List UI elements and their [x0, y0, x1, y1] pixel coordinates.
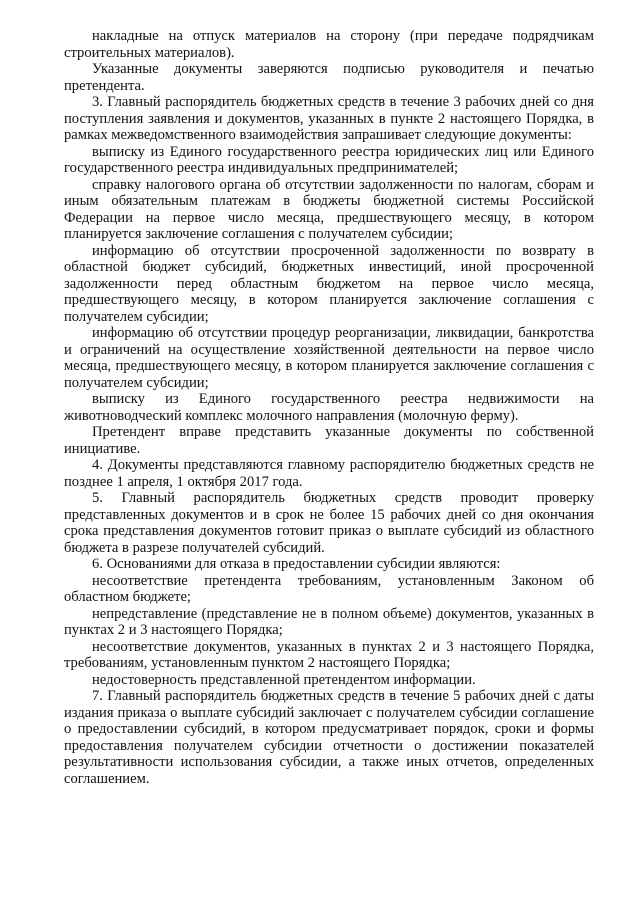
paragraph-refusal-requirements: несоответствие претендента требованиям, установленным Законом об областном бюджете; [64, 572, 594, 605]
paragraph-item-7: 7. Главный распорядитель бюджетных средств в течение 5 рабочих дней с даты издания приказа о выплате субсидий заключает с получателем субсидии соглашение о предоставлении субсидий, в котором предусматривает порядок, сроки и формы предоставления получателем субсидии отчетности о достижении показателей результативности использования субсидии, а также иных отчетов, определенных соглашением. [64, 688, 594, 787]
paragraph-own-initiative: Претендент вправе представить указанные документы по собственной инициативе. [64, 424, 594, 457]
paragraph-refusal-nonsubmission: непредставление (представление не в полном объеме) документов, указанных в пунктах 2 и 3 настоящего Порядка; [64, 605, 594, 638]
paragraph-item-3: 3. Главный распорядитель бюджетных средств в течение 3 рабочих дней со дня поступления заявления и документов, указанных в пункте 2 настоящего Порядка, в рамках межведомственного взаимодействия запрашивает следующие документы: [64, 94, 594, 143]
paragraph-real-estate-extract: выписку из Единого государственного реестра недвижимости на животноводческий комплекс молочного направления (молочную ферму). [64, 391, 594, 424]
paragraph-refusal-noncompliance: несоответствие документов, указанных в пунктах 2 и 3 настоящего Порядка, требованиям, установленным пунктом 2 настоящего Порядка; [64, 638, 594, 671]
paragraph-invoices: накладные на отпуск материалов на сторону (при передаче подрядчикам строительных материалов). [64, 28, 594, 61]
paragraph-legal-entities-extract: выписку из Единого государственного реестра юридических лиц или Единого государственного реестра индивидуальных предпринимателей; [64, 143, 594, 176]
paragraph-item-6: 6. Основаниями для отказа в предоставлении субсидии являются: [92, 556, 501, 572]
paragraph-certification: Указанные документы заверяются подписью руководителя и печатью претендента. [64, 61, 594, 94]
paragraph-reorganization-info: информацию об отсутствии процедур реорганизации, ликвидации, банкротства и ограничений на осуществление хозяйственной деятельности на первое число месяца, предшествующего месяцу, в котором планируется заключение соглашения с получателем субсидии; [64, 325, 594, 391]
paragraph-tax-certificate: справку налогового органа об отсутствии задолженности по налогам, сборам и иным обязательным платежам в бюджеты бюджетной системы Российской Федерации на первое число месяца, предшествующего месяцу, в котором планируется заключение соглашения с получателем субсидии; [64, 176, 594, 242]
document-body [64, 28, 594, 787]
paragraph-overdue-debt-info: информацию об отсутствии просроченной задолженности по возврату в областной бюджет субсидий, бюджетных инвестиций, иной просроченной задолженности перед областным бюджетом на первое число месяца, предшествующего месяцу, в котором планируется заключение соглашения с получателем субсидии; [64, 242, 594, 325]
paragraph-item-5: 5. Главный распорядитель бюджетных средств проводит проверку представленных документов и в срок не более 15 рабочих дней со дня окончания срока представления документов готовит приказ о выплате субсидий из областного бюджета в разрезе получателей субсидий. [64, 490, 594, 556]
paragraph-refusal-false-info: недостоверность представленной претендентом информации. [92, 671, 476, 688]
paragraph-item-4: 4. Документы представляются главному распорядителю бюджетных средств не позднее 1 апреля, 1 октября 2017 года. [64, 457, 594, 490]
